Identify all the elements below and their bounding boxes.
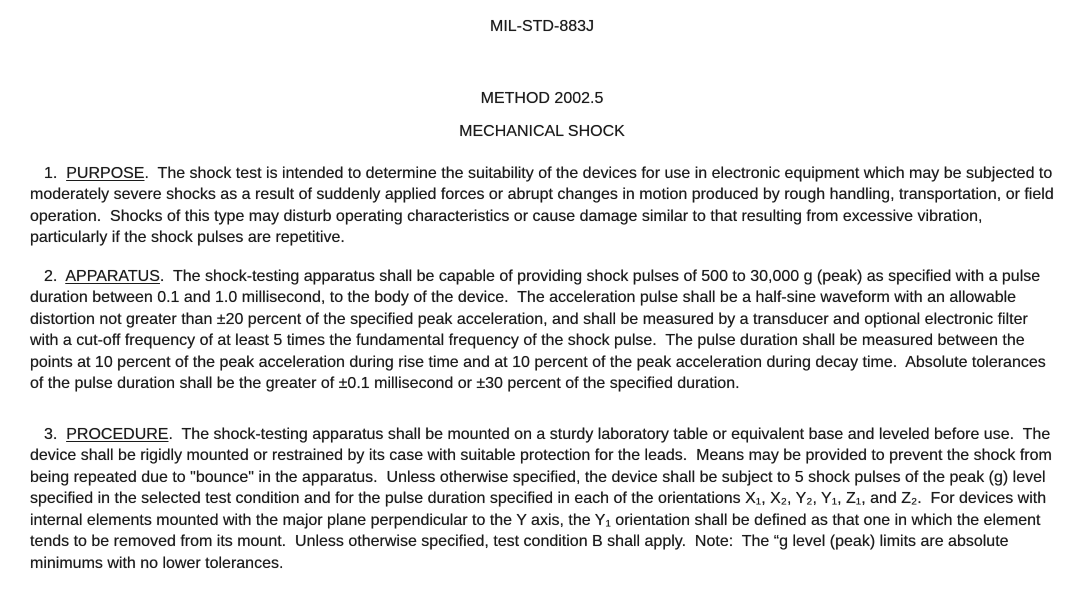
section-heading-purpose: PURPOSE: [66, 164, 145, 182]
section-heading-apparatus: APPARATUS: [65, 267, 160, 285]
paragraph-apparatus: [30, 266, 1054, 395]
paragraph-procedure: [30, 424, 1057, 575]
paragraph-purpose: [30, 163, 1059, 249]
doc-id: MIL-STD-883J: [489, 18, 595, 35]
paragraph-body: The shock-testing apparatus shall be capable of providing shock pulses of 500 to 30,000 g (peak) as specified with a pulse duration between 0.1 and 1.0 millisecond, to the body of the device. The acceleration pulse shall be a half-sine waveform with an allowable distortion not greater than ±20 percent of the specified peak acceleration, and shall be measured by a transducer and optional electronic filter with a cut-off frequency of at least 5 times the fundamental frequency of the shock pulse. The pulse duration shall be measured between the points at 10 percent of the peak acceleration during rise time and at 10 percent of the peak acceleration during decay time. Absolute tolerances of the pulse duration shall be the greater of ±0.1 millisecond or ±30 percent of the specified duration.: [30, 267, 1051, 392]
paragraph-number: 3.: [44, 425, 67, 443]
paragraph-number: 1.: [44, 164, 67, 182]
method-title: MECHANICAL SHOCK: [459, 123, 625, 140]
paragraph-number: 2.: [44, 267, 66, 285]
method-number: METHOD 2002.5: [480, 89, 604, 107]
heading-period: .: [159, 267, 165, 285]
paragraph-body: The shock test is intended to determine the suitability of the devices for use in electronic equipment which may be subjected to moderately severe shocks as a result of suddenly applied forces or abrupt changes in motion produced by rough handling, transportation, or field operation. Shocks of this type may disturb operating characteristics or cause damage similar to that resulting from excessive vibration, particularly if the shock pulses are repetitive.: [30, 164, 1059, 246]
heading-period: .: [144, 164, 149, 182]
heading-period: .: [168, 425, 173, 443]
section-heading-procedure: PROCEDURE: [66, 425, 169, 443]
paragraph-body: The shock-testing apparatus shall be mounted on a sturdy laboratory table or equivalent base and leveled before use. The device shall be rigidly mounted or restrained by its case with suitable protection for the leads. Means may be provided to prevent the shock from being repeated due to "bounce" in the apparatus. Unless otherwise specified, the device shall be subject to 5 shock pulses of the peak (g) level specified in the selected test condition and for the pulse duration specified in each of the orientations X₁, X₂, Y₂, Y₁, Z₁, and Z₂. For devices with internal elements mounted with the major plane perpendicular to the Y axis, the Y₁ orientation shall be defined as that one in which the element tends to be removed from its mount. Unless otherwise specified, test condition B shall apply. Note: The “g level (peak) limits are absolute minimums with no lower tolerances.: [30, 425, 1057, 572]
